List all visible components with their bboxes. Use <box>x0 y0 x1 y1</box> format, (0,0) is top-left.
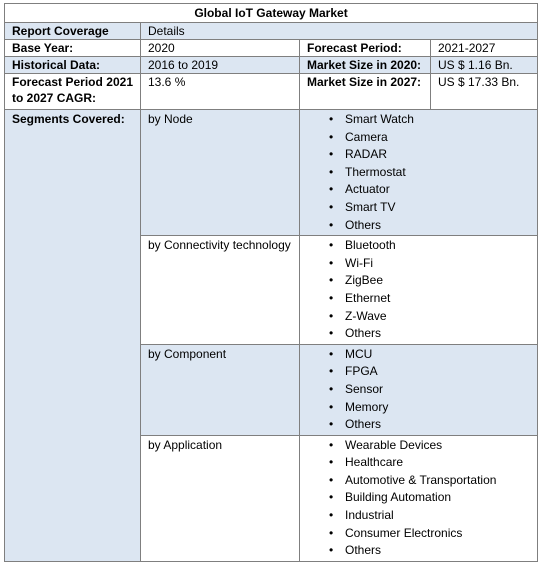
list-item: • Thermostat <box>329 164 530 182</box>
list-item: • Healthcare <box>329 454 530 472</box>
list-item: • Z-Wave <box>329 308 530 326</box>
list-item: • Industrial <box>329 507 530 525</box>
list-item: • MCU <box>329 346 530 364</box>
market-size-2020-value: US $ 1.16 Bn. <box>431 57 538 74</box>
historical-data-value: 2016 to 2019 <box>141 57 300 74</box>
report-coverage-label: Report Coverage <box>5 23 141 40</box>
segment-name: by Component <box>141 344 300 435</box>
list-item: • Automotive & Transportation <box>329 472 530 490</box>
segment-name: by Application <box>141 435 300 561</box>
segments-covered-label: Segments Covered: <box>5 110 141 562</box>
list-item: • Actuator <box>329 181 530 199</box>
list-item: • Wearable Devices <box>329 437 530 455</box>
market-size-2027-label: Market Size in 2027: <box>300 74 431 110</box>
market-size-2020-label: Market Size in 2020: <box>300 57 431 74</box>
segment-name: by Node <box>141 110 300 236</box>
cagr-label-line1: Forecast Period 2021 <box>12 75 133 89</box>
segment-items <box>300 110 538 236</box>
list-item: • Building Automation <box>329 489 530 507</box>
table-title: Global IoT Gateway Market <box>5 4 538 23</box>
list-item: • Others <box>329 217 530 235</box>
segment-item-list <box>307 111 530 234</box>
base-year-value: 2020 <box>141 40 300 57</box>
cagr-value: 13.6 % <box>141 74 300 110</box>
segment-item-list <box>307 346 530 434</box>
list-item: • Smart TV <box>329 199 530 217</box>
segment-item-list <box>307 437 530 560</box>
list-item: • Camera <box>329 129 530 147</box>
forecast-period-label: Forecast Period: <box>300 40 431 57</box>
list-item: • Memory <box>329 399 530 417</box>
list-item: • Ethernet <box>329 290 530 308</box>
list-item: • Others <box>329 325 530 343</box>
list-item: • Smart Watch <box>329 111 530 129</box>
market-size-2027-value: US $ 17.33 Bn. <box>431 74 538 110</box>
segment-name: by Connectivity technology <box>141 236 300 345</box>
list-item: • Others <box>329 416 530 434</box>
report-coverage-value: Details <box>141 23 538 40</box>
segment-items <box>300 236 538 345</box>
base-year-label: Base Year: <box>5 40 141 57</box>
segment-items <box>300 344 538 435</box>
segment-item-list <box>307 237 530 343</box>
forecast-period-value: 2021-2027 <box>431 40 538 57</box>
historical-data-label: Historical Data: <box>5 57 141 74</box>
list-item: • FPGA <box>329 363 530 381</box>
cagr-label-line2: to 2027 CAGR: <box>12 91 97 105</box>
list-item: • RADAR <box>329 146 530 164</box>
list-item: • Others <box>329 542 530 560</box>
list-item: • Bluetooth <box>329 237 530 255</box>
list-item: • Wi-Fi <box>329 255 530 273</box>
iot-gateway-market-table <box>4 3 538 562</box>
list-item: • Sensor <box>329 381 530 399</box>
cagr-label <box>5 74 141 110</box>
list-item: • ZigBee <box>329 272 530 290</box>
segment-items <box>300 435 538 561</box>
list-item: • Consumer Electronics <box>329 525 530 543</box>
